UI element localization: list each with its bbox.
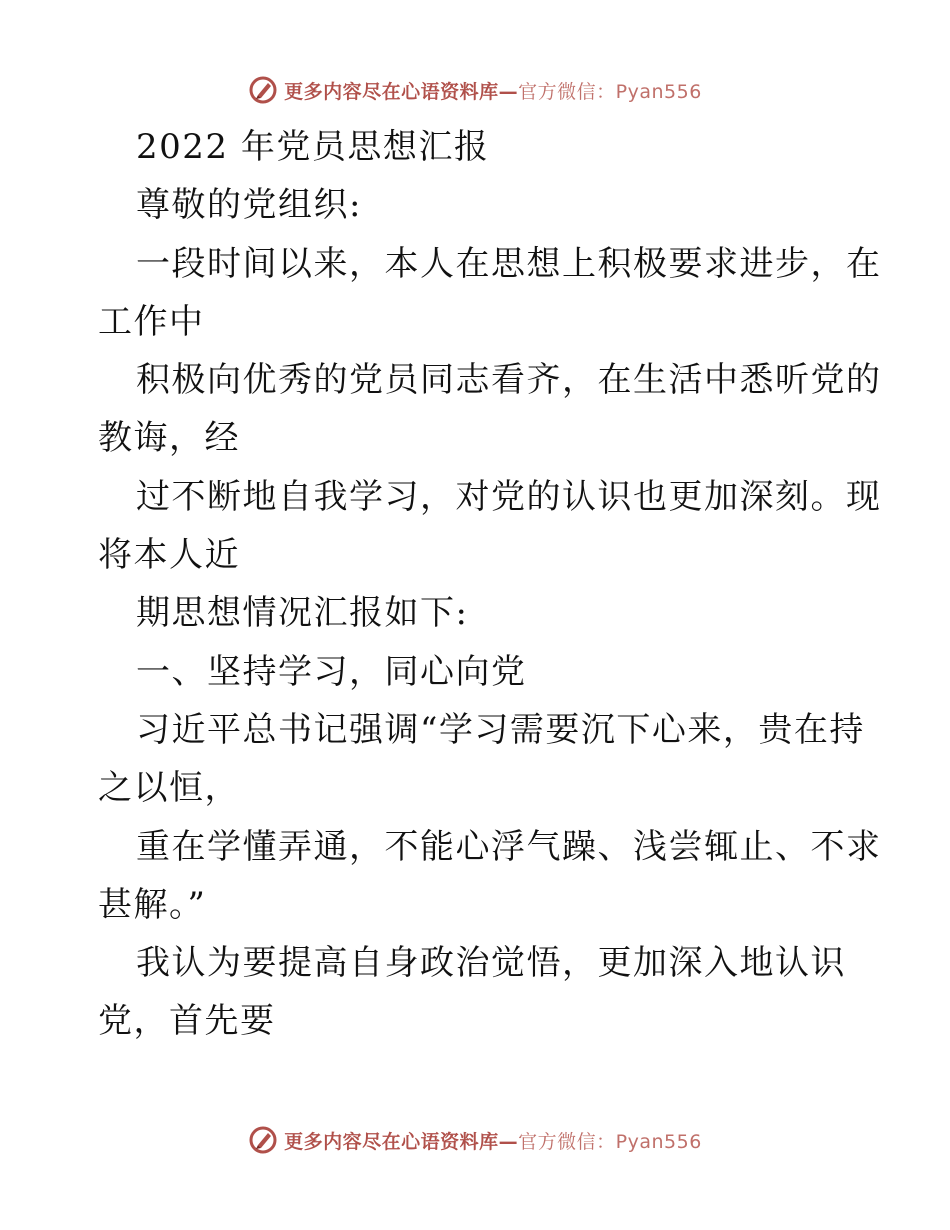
doc-line: 教诲，经 — [98, 418, 240, 459]
pen-logo-icon — [248, 1125, 278, 1155]
doc-line: 尊敬的党组织: — [136, 185, 362, 226]
doc-line: 一段时间以来，本人在思想上积极要求进步，在 — [136, 243, 882, 284]
doc-line: 之以恒， — [98, 768, 240, 809]
doc-line: 我认为要提高自身政治觉悟，更加深入地认识 — [136, 943, 846, 984]
header-banner-text: 更多内容尽在心语资料库— — [284, 80, 519, 103]
doc-line: 习近平总书记强调“学习需要沉下心来，贵在持 — [136, 709, 865, 750]
doc-line: 将本人近 — [98, 535, 240, 576]
doc-line: 期思想情况汇报如下: — [136, 593, 469, 634]
doc-line: 积极向优秀的党员同志看齐，在生活中悉听党的 — [136, 360, 882, 401]
pen-logo-icon — [248, 75, 278, 105]
footer-banner — [0, 1120, 950, 1160]
doc-line: 工作中 — [98, 301, 205, 342]
doc-line: 2022 年党员思想汇报 — [136, 127, 490, 167]
doc-line: 重在学懂弄通，不能心浮气躁、浅尝辄止、不求 — [136, 826, 882, 867]
doc-line: 甚解。” — [98, 884, 207, 925]
doc-line: 过不断地自我学习，对党的认识也更加深刻。现 — [136, 476, 882, 517]
header-banner — [0, 70, 950, 110]
doc-line: 一、坚持学习，同心向党 — [136, 651, 527, 692]
document-body — [98, 118, 882, 1051]
doc-line: 党，首先要 — [98, 1001, 276, 1042]
header-banner-wechat: 官方微信：Pyan556 — [518, 80, 702, 103]
footer-banner-wechat: 官方微信：Pyan556 — [518, 1130, 702, 1153]
footer-banner-text: 更多内容尽在心语资料库— — [284, 1130, 519, 1153]
